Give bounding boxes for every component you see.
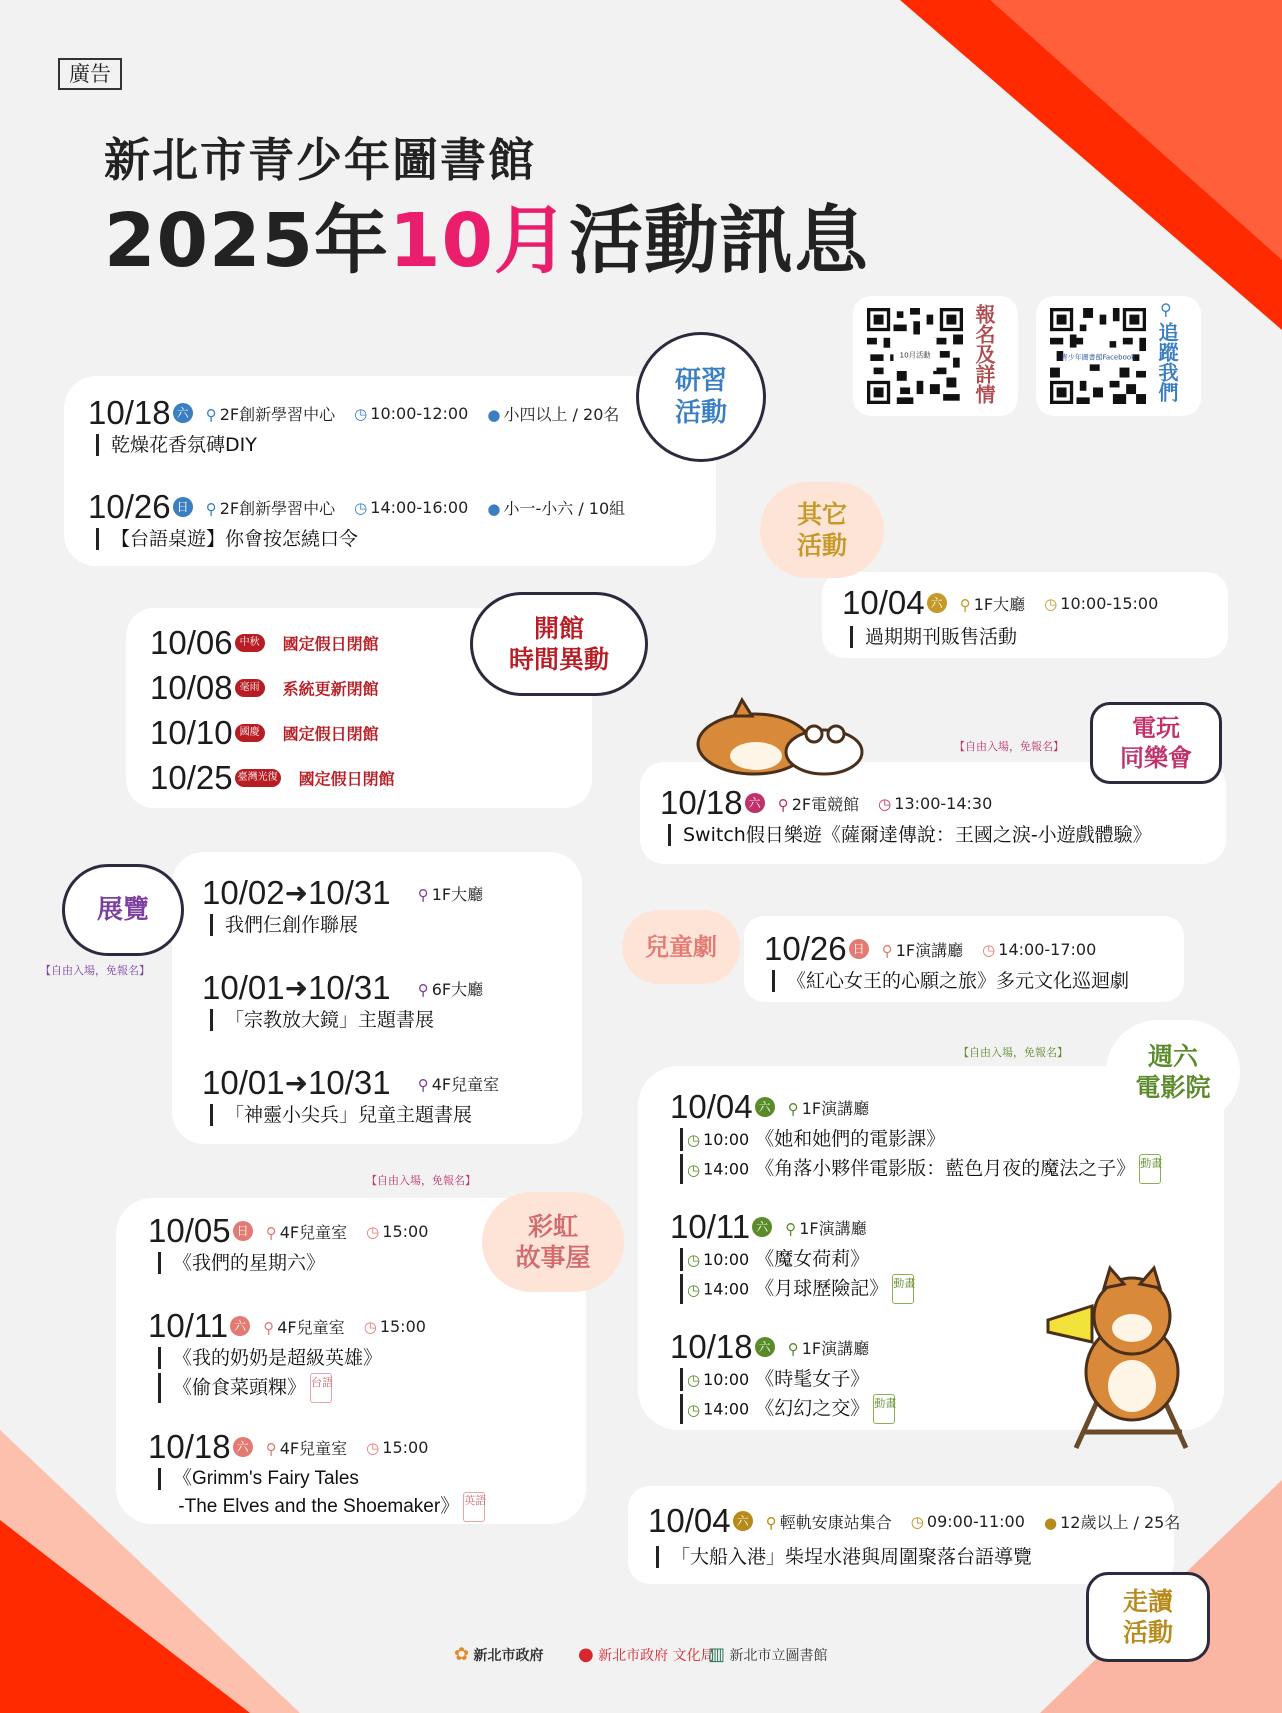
- theater-event[interactable]: [764, 930, 1110, 968]
- story-line: -The Elves and the Shoemaker》: [173, 1496, 460, 1518]
- event-date: 10/18: [148, 1428, 231, 1465]
- walk-event[interactable]: [648, 1502, 1194, 1540]
- clock-icon: ◷: [687, 1251, 701, 1269]
- cinema-show: [680, 1368, 869, 1391]
- event-time: 15:00: [382, 1221, 429, 1241]
- cinema-bubble: 週六 電影院: [1106, 1020, 1240, 1124]
- gaming-bubble: 電玩 同樂會: [1090, 702, 1222, 784]
- event-place: 4F兒童室: [277, 1317, 345, 1337]
- holiday-badge: 毫雨: [235, 679, 265, 697]
- show-time: 14:00: [703, 1279, 750, 1299]
- story-event-2[interactable]: [148, 1307, 440, 1345]
- closure-date: 10/06: [150, 624, 233, 661]
- closure-item-3: [150, 714, 379, 752]
- story-free-entry-note: 【自由入場，免報名】: [366, 1174, 476, 1187]
- day-badge: 六: [733, 1511, 753, 1531]
- event-people: 小一-小六 / 10組: [503, 498, 626, 518]
- exhibit-end: 10/31: [308, 1064, 391, 1101]
- day-badge: 六: [173, 403, 193, 423]
- exhibition-event-1-title: 我們仨創作聯展: [210, 914, 358, 936]
- holiday-badge: 中秋: [235, 634, 265, 652]
- logo-text: 新北市立圖書館: [729, 1648, 828, 1664]
- event-time: 13:00-14:30: [894, 793, 993, 813]
- arrow-right-icon: ➜: [284, 971, 309, 1005]
- location-pin-icon: ⚲: [777, 795, 789, 814]
- qr-caption-facebook: 青少年圖書館Facebook: [1060, 353, 1136, 362]
- clock-icon: ◷: [687, 1160, 701, 1179]
- story-event-1[interactable]: [148, 1212, 442, 1250]
- qr-card-facebook[interactable]: [1036, 296, 1201, 416]
- event-place: 1F演講廳: [801, 1338, 870, 1358]
- cinema-event-1[interactable]: [670, 1088, 883, 1126]
- arrow-right-icon: ➜: [284, 1066, 309, 1100]
- qr-card-signup[interactable]: [853, 296, 1018, 416]
- gaming-event-title: Switch假日樂遊《薩爾達傳說：王國之淚-小遊戲體驗》: [668, 824, 1152, 846]
- title-year: 2025年: [104, 198, 389, 284]
- event-time: 15:00: [379, 1316, 426, 1336]
- exhibit-start: 10/02: [202, 874, 285, 911]
- page-title-library: 新北市青少年圖書館: [104, 133, 536, 187]
- exhibit-end: 10/31: [308, 969, 391, 1006]
- clock-icon: ◷: [687, 1280, 701, 1299]
- show-title: 《幻幻之交》: [755, 1397, 870, 1420]
- location-pin-icon: ⚲: [787, 1099, 799, 1118]
- qr-label-signup: 報名及詳情: [972, 304, 996, 404]
- event-place: 1F大廳: [431, 884, 484, 904]
- event-people: 小四以上 / 20名: [503, 404, 620, 424]
- event-date: 10/05: [148, 1212, 231, 1249]
- location-pin-icon: ⚲: [959, 595, 971, 614]
- closure-text: 系統更新閉館: [282, 679, 379, 699]
- location-pin-icon: ⚲: [265, 1439, 277, 1458]
- qr-code-signup[interactable]: [867, 308, 963, 404]
- exhibition-event-2[interactable]: [202, 969, 497, 1007]
- cinema-show: [680, 1128, 945, 1151]
- cinema-free-entry-note: 【自由入場，免報名】: [958, 1046, 1068, 1059]
- animation-tag: 動畫: [892, 1274, 914, 1304]
- other-bubble: 其它 活動: [760, 482, 884, 578]
- workshop-event-1-title: 乾燥花香氛磚DIY: [96, 434, 257, 456]
- event-place: 輕軌安康站集合: [779, 1512, 892, 1532]
- clock-icon: ◷: [687, 1131, 701, 1149]
- location-pin-icon: ⚲: [417, 980, 429, 999]
- title-month: 10月: [388, 198, 569, 284]
- story-event-3[interactable]: [148, 1428, 442, 1466]
- event-place: 1F演講廳: [895, 940, 964, 960]
- logo-text: 新北市政府: [473, 1648, 544, 1664]
- event-people: 12歲以上 / 25名: [1060, 1512, 1181, 1532]
- cinema-event-3[interactable]: [670, 1328, 883, 1366]
- event-place: 1F演講廳: [799, 1218, 867, 1238]
- closure-item-2: [150, 669, 379, 707]
- walk-bubble: 走讀 活動: [1086, 1572, 1210, 1662]
- show-title: 《月球歷險記》: [755, 1277, 889, 1300]
- show-time: 10:00: [703, 1370, 750, 1389]
- day-badge: 六: [233, 1437, 253, 1457]
- event-time: 09:00-11:00: [926, 1511, 1025, 1531]
- holiday-badge: 臺灣光復: [235, 769, 281, 787]
- exhibit-start: 10/01: [202, 1064, 285, 1101]
- closures-bubble: 開館 時間異動: [470, 592, 648, 696]
- story-line: 《偷食菜頭粿》: [173, 1376, 307, 1399]
- show-time: 14:00: [703, 1159, 750, 1179]
- location-pin-icon: ⚲: [787, 1339, 799, 1358]
- exhibition-event-3-title: 「神靈小尖兵」兒童主題書展: [210, 1104, 472, 1126]
- theater-bubble: 兒童劇: [622, 910, 740, 984]
- event-date: 10/18: [88, 394, 171, 431]
- story-event-2-title-2: [158, 1373, 332, 1403]
- event-time: 10:00-15:00: [1060, 593, 1159, 613]
- title-rest: 活動訊息: [568, 198, 869, 284]
- day-badge: 六: [752, 1217, 772, 1237]
- exhibition-free-entry-note: 【自由入場，免報名】: [40, 964, 150, 977]
- flower-logo-icon: ✿: [454, 1644, 470, 1665]
- clock-icon: ◷: [354, 404, 368, 423]
- shiba-sleeping-illustration: [694, 694, 870, 776]
- page-title-month: [104, 182, 869, 288]
- event-place: 6F大廳: [431, 979, 484, 999]
- exhibition-event-1[interactable]: [202, 874, 497, 912]
- event-date: 10/26: [764, 930, 847, 967]
- qr-label-facebook: 追蹤我們: [1155, 322, 1179, 402]
- day-badge: 日: [849, 939, 869, 959]
- clock-icon: ◷: [366, 1438, 380, 1457]
- event-time: 10:00-12:00: [370, 403, 469, 423]
- location-pin-icon: ⚲: [417, 1075, 429, 1094]
- theater-event-title: 《紅心女王的心願之旅》多元文化巡迴劇: [772, 970, 1129, 992]
- logo-text: 新北市政府 文化局: [598, 1648, 715, 1664]
- logo-library: [708, 1644, 827, 1665]
- person-icon: ●: [487, 499, 501, 518]
- workshop-bubble: 研習 活動: [636, 332, 766, 462]
- event-date: 10/04: [670, 1088, 753, 1125]
- story-event-3-title-2: [158, 1492, 485, 1522]
- day-badge: 日: [173, 497, 193, 517]
- location-pin-icon: ⚲: [765, 1513, 777, 1532]
- cinema-show: [680, 1274, 914, 1304]
- event-date: 10/11: [148, 1307, 229, 1344]
- gaming-free-entry-note: 【自由入場，免報名】: [954, 740, 1064, 753]
- show-title: 《她和她們的電影課》: [755, 1128, 946, 1150]
- walk-event-title: 「大船入港」柴埕水港與周圍聚落台語導覽: [656, 1546, 1032, 1568]
- library-logo-icon: ▥: [708, 1644, 726, 1665]
- cinema-show: [680, 1154, 1161, 1184]
- workshop-event-2-title: 【台語桌遊】你會按怎繞口令: [96, 528, 358, 550]
- english-tag: 英語: [463, 1492, 485, 1522]
- search-icon: ⚲: [1160, 300, 1172, 319]
- day-badge: 六: [745, 793, 765, 813]
- clock-icon: ◷: [354, 498, 368, 517]
- story-event-3-title-1: 《Grimm's Fairy Tales: [158, 1468, 359, 1490]
- clock-icon: ◷: [982, 940, 996, 959]
- closure-text: 國定假日閉館: [298, 769, 395, 789]
- exhibit-end: 10/31: [308, 874, 391, 911]
- day-badge: 日: [233, 1221, 253, 1241]
- logo-culture-bureau: [578, 1644, 715, 1665]
- closure-text: 國定假日閉館: [282, 724, 379, 744]
- day-badge: 六: [927, 593, 947, 613]
- event-date: 10/18: [670, 1328, 753, 1365]
- location-pin-icon: ⚲: [785, 1219, 797, 1238]
- day-badge: 六: [755, 1337, 775, 1357]
- show-time: 10:00: [703, 1250, 750, 1269]
- location-pin-icon: ⚲: [263, 1318, 275, 1337]
- workshop-event-1[interactable]: [88, 394, 633, 432]
- event-time: 14:00-17:00: [998, 939, 1097, 959]
- show-time: 14:00: [703, 1399, 750, 1419]
- day-badge: 六: [755, 1097, 775, 1117]
- cinema-show: [680, 1248, 869, 1271]
- other-event[interactable]: [842, 584, 1172, 622]
- exhibition-bubble: 展覽: [62, 864, 184, 956]
- show-title: 《時髦女子》: [755, 1368, 870, 1390]
- show-title: 《魔女荷莉》: [755, 1248, 870, 1270]
- animation-tag: 動畫: [1139, 1154, 1161, 1184]
- story-event-1-title: 《我們的星期六》: [158, 1252, 325, 1274]
- clock-icon: ◷: [687, 1371, 701, 1389]
- closure-item-4: [150, 759, 395, 797]
- exhibition-event-2-title: 「宗教放大鏡」主題書展: [210, 1009, 434, 1031]
- location-pin-icon: ⚲: [205, 499, 217, 518]
- clock-icon: ◷: [1044, 594, 1058, 613]
- closure-date: 10/08: [150, 669, 233, 706]
- clock-icon: ◷: [366, 1222, 380, 1241]
- qr-code-facebook[interactable]: [1050, 308, 1146, 404]
- event-date: 10/04: [842, 584, 925, 621]
- arrow-right-icon: ➜: [284, 876, 309, 910]
- shiba-megaphone-illustration: [1036, 1262, 1212, 1452]
- show-time: 10:00: [703, 1130, 750, 1149]
- event-place: 2F電競館: [791, 794, 860, 814]
- workshop-event-2[interactable]: [88, 488, 639, 526]
- clock-icon: ◷: [878, 794, 892, 813]
- closure-text: 國定假日閉館: [282, 634, 379, 654]
- event-date: 10/18: [660, 784, 743, 821]
- logo-new-taipei-gov: [454, 1644, 544, 1665]
- event-date: 10/26: [88, 488, 171, 525]
- location-pin-icon: ⚲: [881, 941, 893, 960]
- event-place: 4F兒童室: [431, 1074, 500, 1094]
- event-place: 4F兒童室: [279, 1222, 348, 1242]
- culture-logo-icon: ●: [578, 1644, 594, 1665]
- story-bubble: 彩虹 故事屋: [482, 1192, 624, 1292]
- closure-date: 10/25: [150, 759, 233, 796]
- cinema-event-2[interactable]: [670, 1208, 881, 1246]
- clock-icon: ◷: [910, 1512, 924, 1531]
- event-place: 2F創新學習中心: [219, 404, 336, 424]
- event-place: 2F創新學習中心: [219, 498, 336, 518]
- qr-caption-signup: 10月活動: [899, 350, 931, 360]
- holiday-badge: 國慶: [235, 724, 265, 742]
- location-pin-icon: ⚲: [205, 405, 217, 424]
- clock-icon: ◷: [363, 1317, 377, 1336]
- clock-icon: ◷: [687, 1400, 701, 1419]
- other-event-title: 過期期刊販售活動: [850, 626, 1017, 648]
- event-time: 14:00-16:00: [370, 497, 469, 517]
- event-date: 10/04: [648, 1502, 731, 1539]
- closure-date: 10/10: [150, 714, 233, 751]
- event-place: 1F演講廳: [801, 1098, 870, 1118]
- story-event-2-title-1: 《我的奶奶是超級英雄》: [158, 1347, 382, 1369]
- event-time: 15:00: [382, 1437, 429, 1457]
- day-badge: 六: [230, 1316, 250, 1336]
- person-icon: ●: [1043, 1513, 1058, 1532]
- person-icon: ●: [487, 405, 501, 424]
- location-pin-icon: ⚲: [265, 1223, 277, 1242]
- ad-tag: 廣告: [58, 58, 122, 90]
- taiwanese-tag: 台語: [310, 1373, 332, 1403]
- show-title: 《角落小夥伴電影版：藍色月夜的魔法之子》: [755, 1157, 1136, 1180]
- event-date: 10/11: [670, 1208, 751, 1245]
- event-place: 4F兒童室: [279, 1438, 348, 1458]
- location-pin-icon: ⚲: [417, 885, 429, 904]
- closure-item-1: [150, 624, 379, 662]
- event-place: 1F大廳: [973, 594, 1026, 614]
- animation-tag: 動畫: [873, 1394, 895, 1424]
- cinema-show: [680, 1394, 895, 1424]
- gaming-event[interactable]: [660, 784, 1006, 822]
- exhibit-start: 10/01: [202, 969, 285, 1006]
- exhibition-event-3[interactable]: [202, 1064, 513, 1102]
